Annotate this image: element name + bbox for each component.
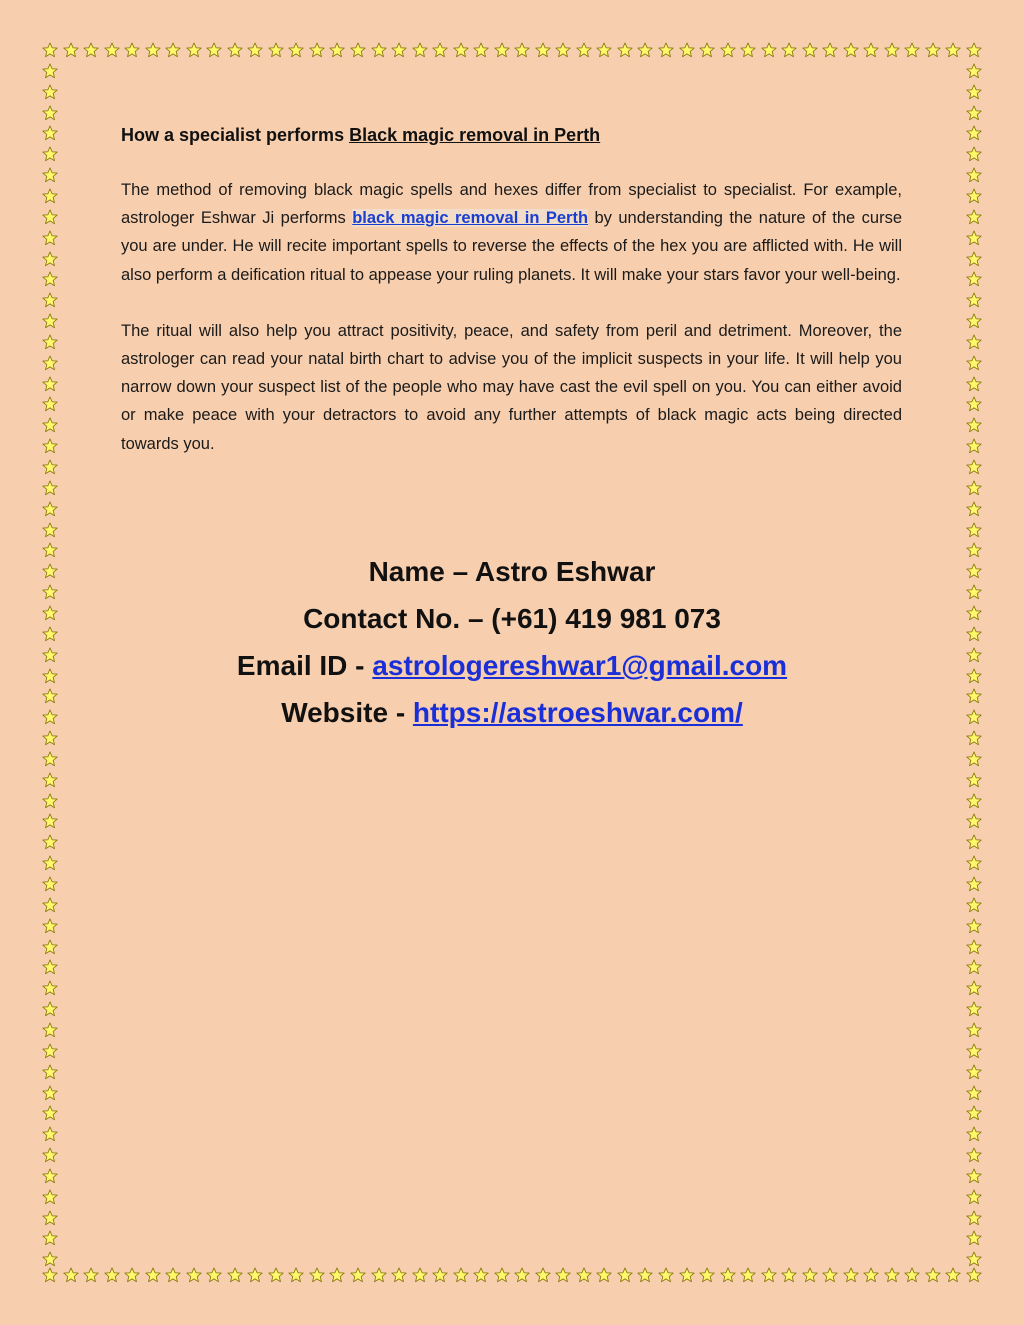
article-heading — [121, 122, 902, 148]
star-outline-icon — [658, 42, 674, 58]
star-outline-icon — [966, 918, 982, 934]
star-outline-icon — [966, 1022, 982, 1038]
star-outline-icon — [925, 42, 941, 58]
star-outline-icon — [165, 1267, 181, 1283]
star-outline-icon — [966, 1210, 982, 1226]
star-outline-icon — [104, 42, 120, 58]
star-outline-icon — [42, 63, 58, 79]
star-outline-icon — [42, 480, 58, 496]
star-outline-icon — [966, 1189, 982, 1205]
star-outline-icon — [391, 42, 407, 58]
star-outline-icon — [42, 751, 58, 767]
email-label: Email ID - — [236, 650, 373, 681]
star-outline-icon — [42, 959, 58, 975]
star-outline-icon — [288, 1267, 304, 1283]
star-outline-icon — [966, 855, 982, 871]
star-outline-icon — [966, 355, 982, 371]
star-outline-icon — [966, 522, 982, 538]
star-outline-icon — [227, 1267, 243, 1283]
star-outline-icon — [494, 42, 510, 58]
star-outline-icon — [42, 1001, 58, 1017]
star-outline-icon — [781, 1267, 797, 1283]
contact-phone: Contact No. – (+61) 419 981 073 — [303, 603, 721, 634]
star-outline-icon — [288, 42, 304, 58]
star-outline-icon — [42, 980, 58, 996]
star-outline-icon — [42, 1105, 58, 1121]
star-outline-icon — [42, 1147, 58, 1163]
star-outline-icon — [42, 1230, 58, 1246]
contact-name: Name – Astro Eshwar — [368, 556, 656, 587]
star-outline-icon — [966, 292, 982, 308]
heading-text: How a specialist performs — [121, 125, 350, 145]
star-outline-icon — [535, 1267, 551, 1283]
star-outline-icon — [42, 855, 58, 871]
star-outline-icon — [42, 209, 58, 225]
star-outline-icon — [966, 834, 982, 850]
star-outline-icon — [42, 230, 58, 246]
star-outline-icon — [966, 334, 982, 350]
star-outline-icon — [966, 376, 982, 392]
star-outline-icon — [966, 396, 982, 412]
star-outline-icon — [227, 42, 243, 58]
star-outline-icon — [42, 897, 58, 913]
star-outline-icon — [966, 1267, 982, 1283]
star-outline-icon — [637, 42, 653, 58]
star-outline-icon — [966, 1168, 982, 1184]
star-outline-icon — [453, 42, 469, 58]
star-outline-icon — [945, 1267, 961, 1283]
star-outline-icon — [966, 959, 982, 975]
star-outline-icon — [535, 42, 551, 58]
star-outline-icon — [966, 105, 982, 121]
star-outline-icon — [966, 772, 982, 788]
star-outline-icon — [42, 1043, 58, 1059]
star-outline-icon — [699, 42, 715, 58]
email-link[interactable]: astrologereshwar1@gmail.com — [372, 650, 788, 681]
star-outline-icon — [42, 918, 58, 934]
star-outline-icon — [966, 1147, 982, 1163]
star-outline-icon — [42, 167, 58, 183]
star-outline-icon — [966, 125, 982, 141]
star-outline-icon — [740, 1267, 756, 1283]
star-outline-icon — [966, 1251, 982, 1267]
star-outline-icon — [391, 1267, 407, 1283]
contact-email-row — [0, 642, 1024, 689]
star-outline-icon — [42, 1251, 58, 1267]
star-outline-icon — [966, 1105, 982, 1121]
star-outline-icon — [925, 1267, 941, 1283]
star-outline-icon — [966, 188, 982, 204]
star-outline-icon — [42, 876, 58, 892]
star-outline-icon — [42, 1168, 58, 1184]
star-outline-icon — [843, 1267, 859, 1283]
star-outline-icon — [679, 42, 695, 58]
star-outline-icon — [904, 1267, 920, 1283]
star-outline-icon — [966, 1043, 982, 1059]
star-outline-icon — [453, 1267, 469, 1283]
star-outline-icon — [843, 42, 859, 58]
star-outline-icon — [42, 1085, 58, 1101]
star-outline-icon — [42, 84, 58, 100]
star-outline-icon — [966, 42, 982, 58]
star-outline-icon — [309, 42, 325, 58]
paragraph-1-end: by understanding the nature of the curse you are under. He will recite important spells to reverse the effects of the hex you are afflicted with. He will also perform a deification ritual to appease your ruling planets. It will make your stars favor your well-being. — [121, 209, 902, 284]
star-outline-icon — [514, 42, 530, 58]
star-outline-icon — [966, 251, 982, 267]
heading-link[interactable]: Black magic removal in Perth — [349, 125, 601, 145]
star-outline-icon — [42, 313, 58, 329]
star-outline-icon — [596, 42, 612, 58]
star-outline-icon — [42, 146, 58, 162]
star-outline-icon — [966, 480, 982, 496]
star-outline-icon — [966, 793, 982, 809]
star-outline-icon — [966, 1126, 982, 1142]
star-outline-icon — [186, 42, 202, 58]
star-outline-icon — [494, 1267, 510, 1283]
star-outline-icon — [966, 1001, 982, 1017]
star-outline-icon — [966, 271, 982, 287]
star-outline-icon — [186, 1267, 202, 1283]
star-outline-icon — [42, 42, 58, 58]
black-magic-removal-link[interactable]: black magic removal in Perth — [352, 209, 589, 228]
star-outline-icon — [966, 167, 982, 183]
star-outline-icon — [884, 42, 900, 58]
star-outline-icon — [966, 876, 982, 892]
star-outline-icon — [350, 1267, 366, 1283]
star-outline-icon — [904, 42, 920, 58]
star-outline-icon — [412, 42, 428, 58]
star-outline-icon — [412, 1267, 428, 1283]
contact-block — [0, 548, 1024, 736]
star-outline-icon — [247, 1267, 263, 1283]
star-outline-icon — [514, 1267, 530, 1283]
star-outline-icon — [658, 1267, 674, 1283]
star-outline-icon — [966, 501, 982, 517]
star-outline-icon — [966, 751, 982, 767]
star-outline-icon — [966, 459, 982, 475]
star-outline-icon — [966, 813, 982, 829]
star-outline-icon — [42, 251, 58, 267]
star-outline-icon — [42, 355, 58, 371]
star-outline-icon — [42, 1064, 58, 1080]
star-outline-icon — [104, 1267, 120, 1283]
star-outline-icon — [42, 1189, 58, 1205]
star-outline-icon — [371, 1267, 387, 1283]
star-outline-icon — [720, 1267, 736, 1283]
star-outline-icon — [42, 813, 58, 829]
star-outline-icon — [966, 146, 982, 162]
paragraph-2: The ritual will also help you attract positivity, peace, and safety from peril and detriment. Moreover, the astrologer can read your natal birth chart to advise you of the implicit suspects in your life. It will help you narrow down your suspect list of the people who may have cast the evil spell on you. You can either avoid or make peace with your detractors to avoid any further attempts of black magic acts being directed towards you. — [121, 321, 902, 453]
star-outline-icon — [329, 1267, 345, 1283]
star-outline-icon — [124, 42, 140, 58]
star-outline-icon — [42, 939, 58, 955]
star-outline-icon — [268, 42, 284, 58]
star-outline-icon — [432, 1267, 448, 1283]
star-outline-icon — [966, 1230, 982, 1246]
star-outline-icon — [822, 1267, 838, 1283]
website-label: Website - — [281, 697, 413, 728]
star-outline-icon — [42, 292, 58, 308]
website-link[interactable]: https://astroeshwar.com/ — [412, 697, 743, 728]
star-outline-icon — [966, 897, 982, 913]
star-outline-icon — [42, 793, 58, 809]
star-outline-icon — [617, 1267, 633, 1283]
star-outline-icon — [576, 42, 592, 58]
star-outline-icon — [617, 42, 633, 58]
star-outline-icon — [42, 1022, 58, 1038]
star-outline-icon — [596, 1267, 612, 1283]
star-outline-icon — [42, 334, 58, 350]
star-outline-icon — [247, 42, 263, 58]
star-outline-icon — [966, 1085, 982, 1101]
star-outline-icon — [966, 1064, 982, 1080]
star-outline-icon — [145, 42, 161, 58]
star-outline-icon — [268, 1267, 284, 1283]
star-outline-icon — [781, 42, 797, 58]
star-outline-icon — [83, 1267, 99, 1283]
star-outline-icon — [42, 105, 58, 121]
star-outline-icon — [42, 1267, 58, 1283]
star-outline-icon — [699, 1267, 715, 1283]
star-outline-icon — [42, 772, 58, 788]
star-outline-icon — [966, 313, 982, 329]
star-outline-icon — [679, 1267, 695, 1283]
star-outline-icon — [42, 1126, 58, 1142]
star-outline-icon — [966, 209, 982, 225]
star-outline-icon — [555, 1267, 571, 1283]
star-outline-icon — [740, 42, 756, 58]
star-outline-icon — [165, 42, 181, 58]
paragraph-1-start: The method of removing black magic spells and hexes differ from specialist to specialist. For example, astrologer Eshwar Ji performs — [121, 181, 902, 228]
star-outline-icon — [966, 438, 982, 454]
star-outline-icon — [83, 42, 99, 58]
article-body — [121, 122, 902, 486]
star-outline-icon — [966, 939, 982, 955]
contact-website-row — [0, 689, 1024, 736]
star-outline-icon — [822, 42, 838, 58]
star-outline-icon — [42, 417, 58, 433]
star-outline-icon — [350, 42, 366, 58]
star-outline-icon — [42, 834, 58, 850]
star-outline-icon — [124, 1267, 140, 1283]
star-outline-icon — [761, 1267, 777, 1283]
star-outline-icon — [42, 376, 58, 392]
star-outline-icon — [720, 42, 736, 58]
star-outline-icon — [63, 1267, 79, 1283]
star-outline-icon — [371, 42, 387, 58]
star-outline-icon — [329, 42, 345, 58]
star-outline-icon — [863, 42, 879, 58]
star-outline-icon — [432, 42, 448, 58]
star-outline-icon — [863, 1267, 879, 1283]
star-outline-icon — [145, 1267, 161, 1283]
star-outline-icon — [63, 42, 79, 58]
star-outline-icon — [42, 271, 58, 287]
star-outline-icon — [966, 230, 982, 246]
star-outline-icon — [42, 501, 58, 517]
star-outline-icon — [42, 438, 58, 454]
star-outline-icon — [761, 42, 777, 58]
star-outline-icon — [555, 42, 571, 58]
paragraph-1 — [121, 176, 902, 289]
star-outline-icon — [473, 42, 489, 58]
star-outline-icon — [206, 42, 222, 58]
star-outline-icon — [802, 1267, 818, 1283]
star-outline-icon — [309, 1267, 325, 1283]
star-outline-icon — [637, 1267, 653, 1283]
star-outline-icon — [42, 396, 58, 412]
star-outline-icon — [42, 459, 58, 475]
star-outline-icon — [966, 417, 982, 433]
star-outline-icon — [966, 84, 982, 100]
star-outline-icon — [42, 1210, 58, 1226]
star-outline-icon — [966, 980, 982, 996]
star-outline-icon — [884, 1267, 900, 1283]
star-outline-icon — [802, 42, 818, 58]
star-outline-icon — [945, 42, 961, 58]
star-outline-icon — [42, 125, 58, 141]
star-outline-icon — [576, 1267, 592, 1283]
star-outline-icon — [206, 1267, 222, 1283]
star-outline-icon — [473, 1267, 489, 1283]
star-outline-icon — [966, 63, 982, 79]
star-outline-icon — [42, 522, 58, 538]
star-outline-icon — [42, 188, 58, 204]
